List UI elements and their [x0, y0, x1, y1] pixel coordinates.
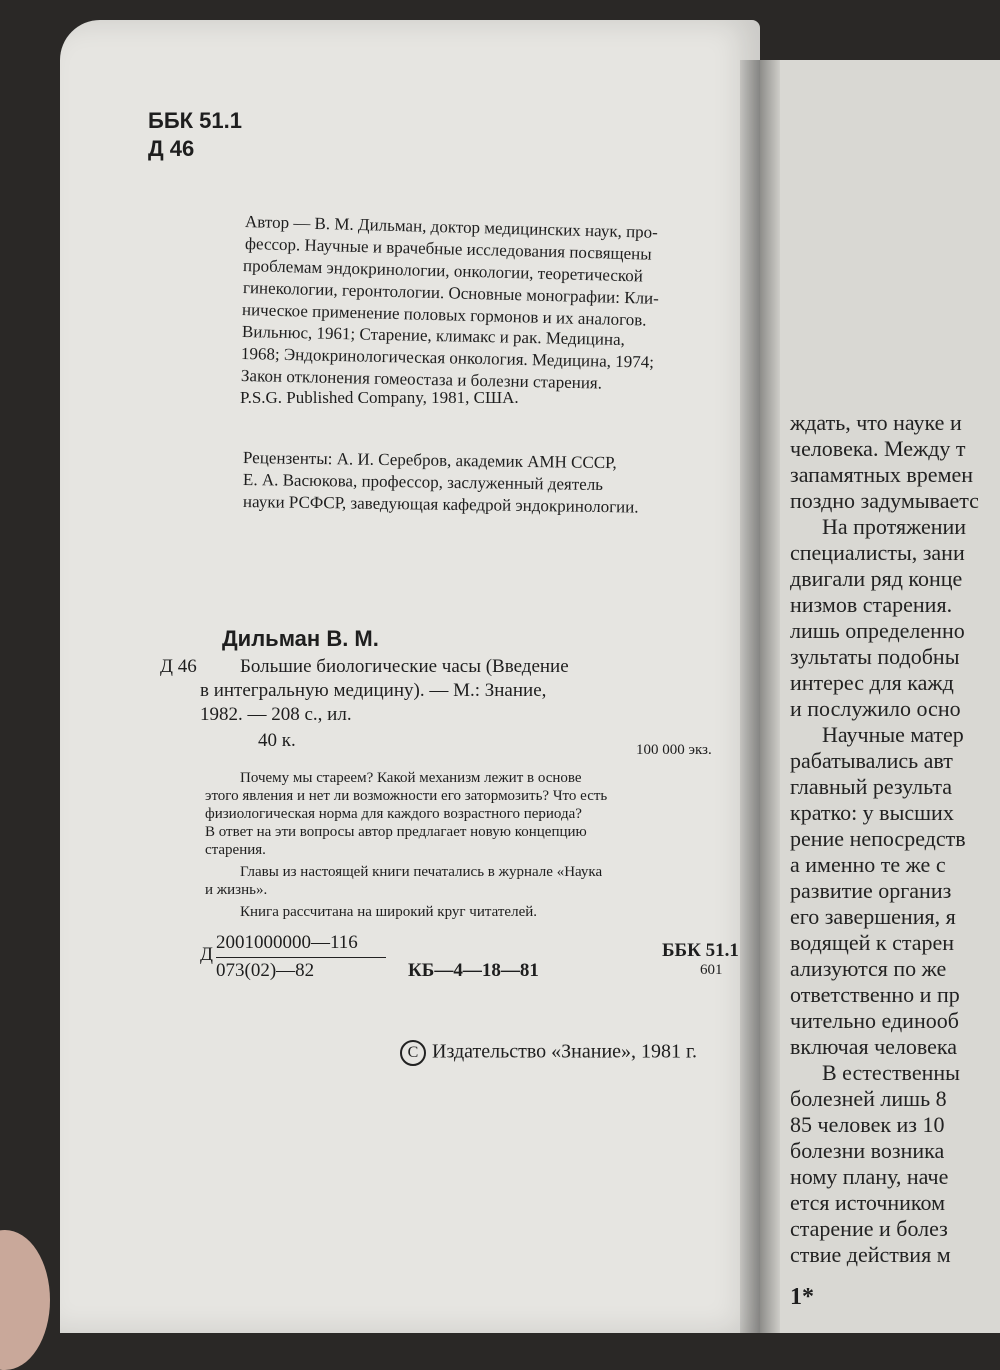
index-numerator: 2001000000—116 [216, 932, 358, 953]
right-page-line: 85 человек из 10 [790, 1112, 945, 1137]
catalog-title-line: Большие биологические часы (Введение [240, 656, 569, 677]
right-page-line: человека. Между т [790, 436, 966, 461]
bio-line: Закон отклонения гомеостаза и болезни старения. [240, 366, 603, 393]
right-page-line: низмов старения. [790, 592, 953, 617]
annotation-line: Почему мы стареем? Какой механизм лежит в основе [240, 770, 582, 786]
bio-line: 1968; Эндокринологическая онкология. Медицина, 1974; [240, 344, 655, 372]
annotation-line: старения. [205, 842, 266, 858]
catalog-title-line: в интегральную медицину). — М.: Знание, [200, 680, 547, 701]
right-page-line: ствие действия м [790, 1242, 951, 1267]
bio-line: проблемам эндокринологии, онкологии, теоретической [242, 256, 644, 286]
right-page-line: В естественны [822, 1060, 960, 1085]
copyright-text: Издательство «Знание», 1981 г. [432, 1040, 697, 1063]
right-page-line: рабатывались авт [790, 748, 953, 773]
right-page-line: поздно задумываетс [790, 488, 979, 513]
copyright-icon: C [400, 1040, 426, 1066]
copyright [400, 1040, 697, 1066]
right-page-line: водящей к старен [790, 930, 955, 955]
right-page-line: и послужило осно [790, 696, 961, 721]
bbk-code: ББК 51.1 [662, 940, 739, 961]
right-page-line: ждать, что науке и [790, 410, 962, 435]
right-page-line: чительно единооб [790, 1008, 959, 1033]
right-page-line: На протяжении [822, 514, 967, 539]
catalog-code: Д 46 [160, 656, 197, 677]
right-page-line: главный результа [790, 774, 952, 799]
bio-line: ническое применение половых гормонов и их аналогов. [241, 300, 647, 330]
right-page-line: а именно те же с [790, 852, 946, 877]
bbk-sub: 601 [700, 962, 723, 978]
right-page-line: включая человека [790, 1034, 958, 1059]
bio-line: Вильнюс, 1961; Старение, климакс и рак. Медицина, [241, 322, 626, 350]
index-denominator: 073(02)—82 [216, 960, 315, 981]
reviewers-line: науки РСФСР, заведующая кафедрой эндокринологии. [242, 492, 639, 517]
annotation-line: Книга рассчитана на широкий круг читателей. [240, 904, 538, 920]
index-rule [216, 957, 386, 958]
right-page-line: его завершения, я [790, 904, 956, 929]
book-gutter [740, 60, 780, 1333]
catalog-price: 40 к. [258, 730, 296, 751]
index-prefix: Д [200, 944, 213, 965]
right-page-line: интерес для кажд [790, 670, 954, 695]
annotation-line: Главы из настоящей книги печатались в журнале «Наука [240, 864, 603, 880]
catalog-code-top: Д 46 [148, 136, 195, 161]
bio-line: гинекологии, геронтологии. Основные монографии: Кли- [242, 278, 660, 308]
reviewers-line: Рецензенты: А. И. Серебров, академик АМН СССР, [242, 448, 617, 473]
right-page-line: ному плану, наче [790, 1164, 949, 1189]
right-page-line: ется источником [790, 1190, 946, 1215]
right-page-line: ализуются по же [790, 956, 947, 981]
bio-line: Автор — В. М. Дильман, доктор медицинских наук, про- [244, 212, 659, 242]
right-page-line: болезни возника [790, 1138, 945, 1163]
right-page-line: двигали ряд конце [790, 566, 963, 591]
catalog-title-line: 1982. — 208 с., ил. [200, 704, 352, 725]
right-page-line: кратко: у высших [790, 800, 954, 825]
right-page-line: запамятных времен [790, 462, 974, 487]
right-page-line: ответственно и пр [790, 982, 960, 1007]
annotation-line: физиологическая норма для каждого возрастного периода? [205, 806, 582, 822]
right-page-line: развитие организ [790, 878, 952, 903]
sheet-mark: 1* [790, 1284, 814, 1310]
bio-line: фессор. Научные и врачебные исследования посвящены [244, 234, 652, 264]
annotation-line: и жизнь». [205, 882, 268, 898]
reviewers-line: Е. А. Васюкова, профессор, заслуженный деятель [242, 470, 604, 495]
right-page-line: рение непосредств [790, 826, 966, 851]
right-page-line: лишь определенно [790, 618, 965, 643]
catalog-print-run: 100 000 экз. [636, 742, 712, 758]
annotation-line: В ответ на эти вопросы автор предлагает новую концепцию [205, 824, 587, 840]
kb-code: КБ—4—18—81 [408, 960, 539, 981]
bbk-code-top: ББК 51.1 [148, 108, 242, 133]
annotation-line: этого явления и нет ли возможности его затормозить? Что есть [205, 788, 608, 804]
bio-line: P.S.G. Published Company, 1981, США. [240, 388, 519, 407]
catalog-author: Дильман В. М. [222, 626, 379, 651]
right-page-line: специалисты, зани [790, 540, 965, 565]
right-page-line: болезней лишь 8 [790, 1086, 947, 1111]
finger [0, 1230, 50, 1370]
right-page-line: зультаты подобны [790, 644, 960, 669]
right-page-line: Научные матер [822, 722, 964, 747]
right-page-line: старение и болез [790, 1216, 948, 1241]
